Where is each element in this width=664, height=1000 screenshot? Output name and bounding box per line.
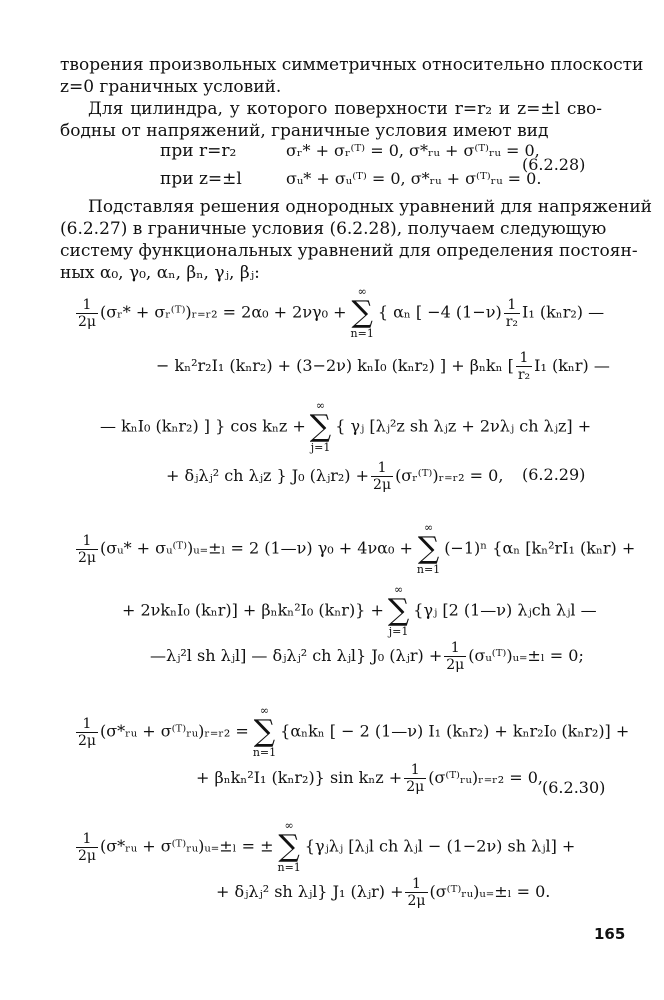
fraction <box>444 640 466 673</box>
equation-text: {γⱼλⱼ [λⱼl ch λⱼl − (1−2ν) sh λⱼl] + <box>304 836 576 856</box>
equation-text: (σᵤ* + σᵤ⁽ᵀ⁾)ᵤ₌±ₗ = 2 (1—ν) γ₀ + 4να₀ + <box>100 538 413 558</box>
condition-z-label: при z=±l <box>160 169 242 189</box>
equation-text: —λⱼ²l sh λⱼl] — δⱼλⱼ² ch λⱼl} J₀ (λⱼr) + <box>150 646 443 665</box>
sigma-icon: ∑ <box>253 714 276 749</box>
fraction-numerator: 1 <box>444 640 466 657</box>
equation-text: {αₙkₙ [ − 2 (1—ν) I₁ (kₙr₂) + kₙr₂I₀ (kₙr₂)] + <box>280 721 630 741</box>
sum-lower-limit: n=1 <box>350 327 374 340</box>
paragraph-3-line-4: ных α₀, γ₀, αₙ, βₙ, γⱼ, βⱼ: <box>60 263 260 283</box>
fraction <box>76 716 98 749</box>
fraction-denominator: r₂ <box>517 367 531 383</box>
summation <box>351 286 374 340</box>
sigma-icon: ∑ <box>309 409 332 444</box>
fraction-numerator: 1 <box>504 297 520 314</box>
equation-text: {γⱼ [2 (1—ν) λⱼch λⱼl — <box>413 600 597 620</box>
fraction-denominator: 2μ <box>406 779 425 795</box>
fraction-numerator: 1 <box>76 716 98 733</box>
sum-upper-limit: ∞ <box>393 583 404 596</box>
paragraph-3-line-1: Подставляя решения однородных уравнений для напряжений <box>88 197 652 217</box>
sum-lower-limit: j=1 <box>388 625 409 638</box>
equation-text: — kₙI₀ (kₙr₂) ] } cos kₙz + <box>100 416 306 436</box>
equation-text: I₁ (kₙr₂) — <box>522 302 605 322</box>
equation-6-2-29-line-2 <box>156 350 610 383</box>
equation-text: (σᵤ⁽ᵀ⁾)ᵤ₌±ₗ = 0; <box>468 646 584 665</box>
sum-lower-limit: n=1 <box>416 563 441 576</box>
equation-6-2-30-line-2 <box>196 762 543 795</box>
fraction <box>76 297 98 330</box>
equation-text: (σᵣ* + σᵣ⁽ᵀ⁾)ᵣ₌ᵣ₂ = 2α₀ + 2νγ₀ + <box>100 302 347 322</box>
fraction-numerator: 1 <box>404 762 426 779</box>
equation-text: + 2νkₙI₀ (kₙr)] + βₙkₙ²I₀ (kₙr)} + <box>122 600 384 620</box>
equation-text: { αₙ [ −4 (1−ν) <box>377 302 502 322</box>
equation-z-line-1 <box>74 522 635 576</box>
sum-upper-limit: ∞ <box>315 399 326 412</box>
fraction <box>76 533 98 566</box>
fraction-numerator: 1 <box>76 831 98 848</box>
sigma-icon: ∑ <box>387 593 410 628</box>
page-number: 165 <box>594 925 626 943</box>
summation <box>417 522 440 576</box>
sum-upper-limit: ∞ <box>284 819 294 832</box>
equation-text: (σ⁽ᵀ⁾ᵣᵤ)ᵤ₌±ₗ = 0. <box>429 882 551 901</box>
summation <box>253 705 276 759</box>
paragraph-1-line-1: творения произвольных симметричных относительно плоскости <box>60 55 644 75</box>
equation-number-6-2-29: (6.2.29) <box>522 465 586 484</box>
fraction-numerator: 1 <box>516 350 532 367</box>
equation-text: − kₙ²r₂I₁ (kₙr₂) + (3−2ν) kₙI₀ (kₙr₂) ] + βₙkₙ [ <box>156 356 514 375</box>
condition-z-equation: σᵤ* + σᵤ⁽ᵀ⁾ = 0, σ*ᵣᵤ + σ⁽ᵀ⁾ᵣᵤ = 0. <box>286 169 542 188</box>
sigma-icon: ∑ <box>278 829 300 864</box>
sum-upper-limit: ∞ <box>357 285 367 298</box>
equation-6-2-29-line-1 <box>74 286 604 340</box>
equation-text: + βₙkₙ²I₁ (kₙr₂)} sin kₙz + <box>196 768 403 787</box>
equation-number-6-2-28: (6.2.28) <box>522 155 586 174</box>
fraction-numerator: 1 <box>405 876 427 893</box>
fraction <box>404 762 426 795</box>
equation-text: (σᵣ⁽ᵀ⁾)ᵣ₌ᵣ₂ = 0, <box>395 466 504 485</box>
equation-number-6-2-30: (6.2.30) <box>542 778 606 797</box>
equation-z-line-2 <box>122 584 597 638</box>
fraction-denominator: 2μ <box>78 847 97 864</box>
equation-text: (σ*ᵣᵤ + σ⁽ᵀ⁾ᵣᵤ)ᵤ₌±ₗ = ± <box>100 836 274 856</box>
fraction <box>405 876 427 909</box>
equation-last-line-1 <box>74 820 575 874</box>
equation-last-line-2 <box>216 876 550 909</box>
fraction-denominator: 2μ <box>78 549 97 566</box>
equation-6-2-30-line-1 <box>74 705 629 759</box>
equation-text: { γⱼ [λⱼ²z sh λⱼz + 2νλⱼ ch λⱼz] + <box>335 416 592 436</box>
fraction-numerator: 1 <box>76 533 98 550</box>
fraction <box>371 460 393 493</box>
equation-6-2-29-line-3 <box>100 400 591 454</box>
sum-lower-limit: n=1 <box>277 861 301 874</box>
equation-text: (σ⁽ᵀ⁾ᵣᵤ)ᵣ₌ᵣ₂ = 0, <box>428 768 543 787</box>
fraction <box>504 297 520 330</box>
equation-6-2-29-line-4 <box>166 460 503 493</box>
condition-r-label: при r=r₂ <box>160 141 237 161</box>
equation-text: + δⱼλⱼ² ch λⱼz } J₀ (λⱼr₂) + <box>166 466 370 485</box>
paragraph-3-line-2: (6.2.27) в граничные условия (6.2.28), получаем следующую <box>60 219 607 239</box>
sum-lower-limit: j=1 <box>310 441 331 454</box>
summation <box>310 400 331 454</box>
fraction-numerator: 1 <box>76 297 98 314</box>
sigma-icon: ∑ <box>351 295 373 330</box>
sum-lower-limit: n=1 <box>252 746 277 759</box>
fraction-denominator: r₂ <box>505 313 519 330</box>
fraction-numerator: 1 <box>371 460 393 477</box>
equation-z-line-3 <box>150 640 584 673</box>
sum-upper-limit: ∞ <box>259 704 270 717</box>
paragraph-1-line-2: z=0 граничных условий. <box>60 77 282 97</box>
fraction-denominator: 2μ <box>407 893 426 909</box>
equation-text: I₁ (kₙr) — <box>534 356 610 375</box>
equation-text: (σ*ᵣᵤ + σ⁽ᵀ⁾ᵣᵤ)ᵣ₌ᵣ₂ = <box>100 721 249 741</box>
fraction-denominator: 2μ <box>78 313 97 330</box>
fraction-denominator: 2μ <box>446 657 465 673</box>
fraction-denominator: 2μ <box>78 732 97 749</box>
paragraph-2-line-1: Для цилиндра, у которого поверхности r=r₂ и z=±l сво- <box>88 99 602 119</box>
equation-text: (−1)ⁿ {αₙ [kₙ²rI₁ (kₙr) + <box>444 538 636 558</box>
fraction-denominator: 2μ <box>373 477 392 493</box>
equation-text: + δⱼλⱼ² sh λⱼl} J₁ (λⱼr) + <box>216 882 404 901</box>
sum-upper-limit: ∞ <box>423 521 434 534</box>
sigma-icon: ∑ <box>417 531 440 566</box>
summation <box>388 584 409 638</box>
paragraph-2-line-2: бодны от напряжений, граничные условия имеют вид <box>60 121 549 141</box>
paragraph-3-line-3: систему функциональных уравнений для определения постоян- <box>60 241 638 261</box>
condition-r-equation: σᵣ* + σᵣ⁽ᵀ⁾ = 0, σ*ᵣᵤ + σ⁽ᵀ⁾ᵣᵤ = 0, <box>286 141 540 160</box>
fraction <box>76 831 98 864</box>
summation <box>277 820 300 874</box>
fraction <box>516 350 532 383</box>
